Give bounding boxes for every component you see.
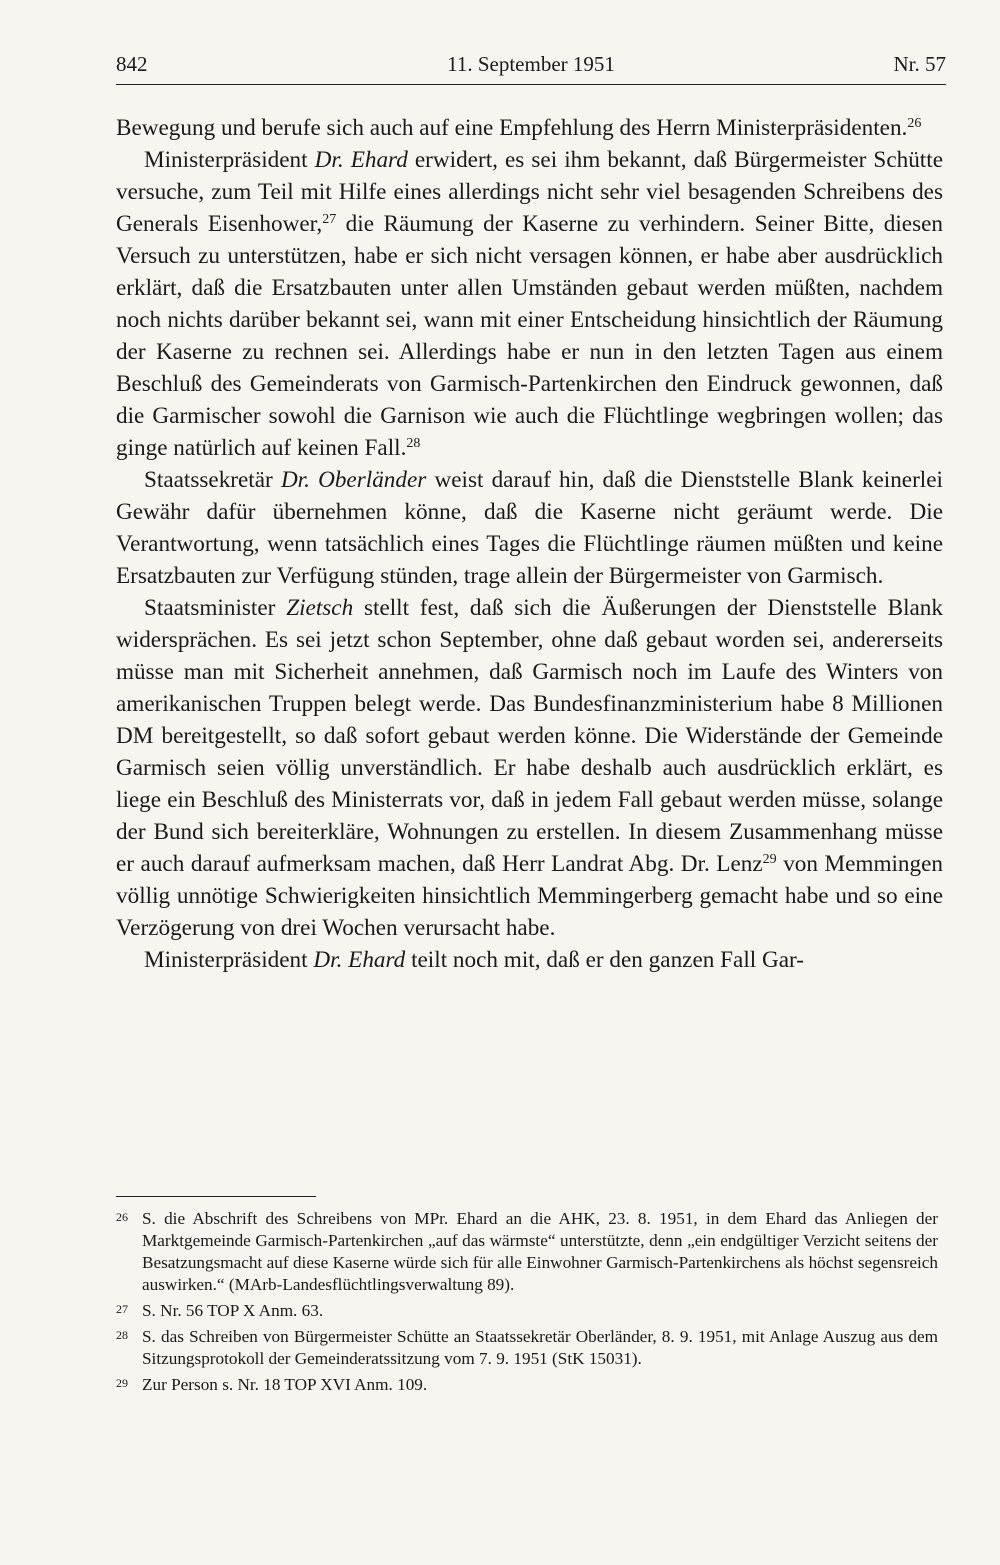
body-text [116,112,943,976]
header-rule [116,84,946,85]
paragraph-text: Staatssekretär [144,467,281,493]
paragraph-text: weist darauf hin, daß die Dienststelle Blank keinerlei Gewähr dafür übernehmen könne, daß die Kaserne nicht geräumt werde. Die Verantwortung, wenn tatsächlich eines Tages die Flüchtlinge räumen müßten und keine Ersatzbauten zur Verfügung stünden, trage allein der Bürgermeister von Garmisch. [116,467,943,589]
paragraph-text: Ministerpräsident [144,147,315,173]
speaker-name: Dr. Oberländer [280,467,427,493]
footnote-text: Zur Person s. Nr. 18 TOP XVI Anm. 109. [142,1375,428,1394]
footnote-number: 27 [116,1302,128,1316]
paragraph-text: erwidert, es sei ihm bekannt, daß Bürgermeister Schütte versuche, zum Teil mit Hilfe eines allerdings nicht sehr viel besagenden Schreibens des Generals Eisenhower, [116,147,943,237]
paragraph [116,464,943,592]
paragraph-text: Ministerpräsident [144,947,314,973]
footnote-text: S. die Abschrift des Schreibens von MPr. Ehard an die AHK, 23. 8. 1951, in dem Ehard das Anliegen der Marktgemeinde Garmisch-Partenkirchen „auf das wärmste“ unterstützte, denn „ein endgültiger Verzicht seitens der Besatzungsmacht auf diese Kaserne würde sich für alle Einwohner Garmisch-Partenkirchens als höchst segensreich auswirken.“ (MArb-Landesflüchtlingsverwaltung 89). [142,1209,938,1294]
footnote-reference: 27 [322,212,337,227]
header-date: 11. September 1951 [447,52,615,76]
footnote [116,1300,938,1322]
footnote-text: S. Nr. 56 TOP X Anm. 63. [142,1301,324,1320]
paragraph [116,112,943,144]
paragraph [116,592,943,944]
paragraph-text: Bewegung und berufe sich auch auf eine Empfehlung des Herrn Ministerpräsidenten. [116,115,908,141]
footnote-number: 28 [116,1328,128,1342]
footnote-reference: 29 [762,852,777,867]
running-header [116,50,946,82]
paragraph-text: die Räumung der Kaserne zu verhindern. Seiner Bitte, diesen Versuch zu unterstützen, habe er sich nicht versagen können, er habe aber ausdrücklich erklärt, daß die Ersatzbauten unter allen Umständen gebaut werden müßten, nachdem noch nichts darüber bekannt sei, wann mit einer Entscheidung hinsichtlich der Räumung der Kaserne zu rechnen sei. Allerdings habe er nun in den letzten Tagen aus einem Beschluß des Gemeinderats von Garmisch-Partenkirchen den Eindruck gewonnen, daß die Garmischer sowohl die Garnison wie auch die Flüchtlinge wegbringen wollen; das ginge natürlich auf keinen Fall. [116,211,943,461]
paragraph-text: stellt fest, daß sich die Äußerungen der Dienststelle Blank widersprächen. Es sei jetzt schon September, ohne daß gebaut worden sei, andererseits müsse man mit Sicherheit annehmen, daß Garmisch noch im Laufe des Winters von amerikanischen Truppen belegt werde. Das Bundesfinanzministerium habe 8 Millionen DM bereitgestellt, so daß sofort gebaut werden könne. Die Widerstände der Gemeinde Garmisch seien völlig unverständlich. Er habe deshalb auch ausdrücklich erklärt, es liege ein Beschluß des Ministerrats vor, daß in jedem Fall gebaut werden müsse, solange der Bund sich bereiterkläre, Wohnungen zu erstellen. In diesem Zusammenhang müsse er auch darauf aufmerksam machen, daß Herr Landrat Abg. Dr. Lenz [116,595,943,877]
speaker-name: Dr. Ehard [313,947,406,973]
footnotes [116,1208,938,1400]
footnote [116,1208,938,1296]
paragraph-text: Staatsminister [144,595,287,621]
footnote [116,1374,938,1396]
paragraph-text: von Memmingen völlig unnötige Schwierigkeiten hinsichtlich Memmingerberg gemacht habe und so eine Verzögerung von drei Wochen verursacht habe. [116,851,943,941]
footnote [116,1326,938,1370]
page-number: 842 [116,52,148,76]
footnote-separator [116,1196,316,1197]
document-number: Nr. 57 [893,52,946,76]
footnote-reference: 26 [907,116,922,131]
speaker-name: Zietsch [286,595,354,621]
paragraph [116,944,943,976]
paragraph-text: teilt noch mit, daß er den ganzen Fall Gar- [405,947,805,973]
footnote-text: S. das Schreiben von Bürgermeister Schütte an Staatssekretär Oberländer, 8. 9. 1951, mit Anlage Auszug aus dem Sitzungsprotokoll der Gemeinderatssitzung vom 7. 9. 1951 (StK 15031). [142,1327,938,1368]
speaker-name: Dr. Ehard [314,147,408,173]
footnote-reference: 28 [406,436,421,451]
footnote-number: 29 [116,1376,128,1390]
paragraph [116,144,943,464]
footnote-number: 26 [116,1210,128,1224]
